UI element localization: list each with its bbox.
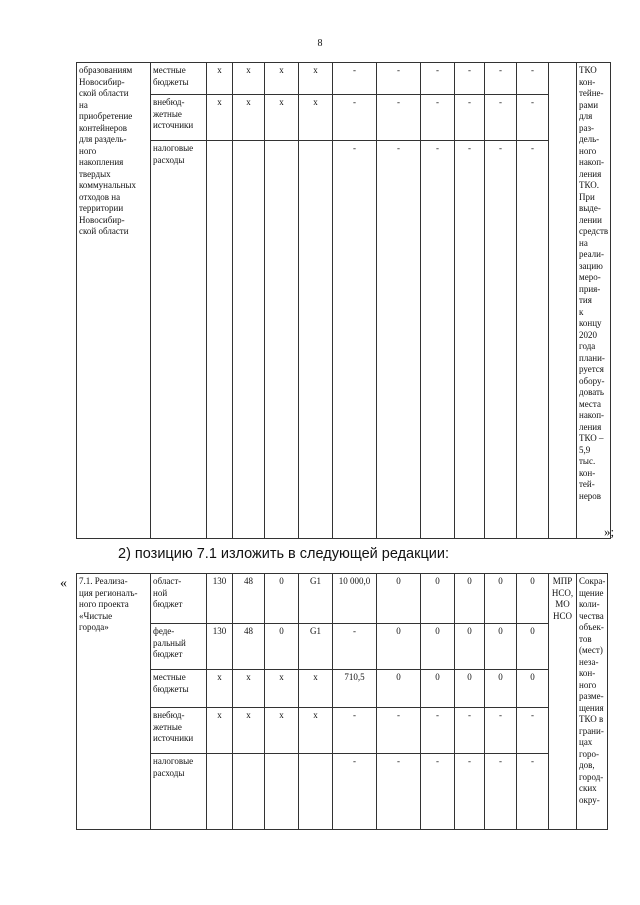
closing-quote: »;: [604, 524, 615, 539]
funding-source: внебюд- жетные источники: [151, 95, 207, 141]
table-cell: -: [377, 63, 421, 95]
table-cell: 48: [233, 574, 265, 624]
table-cell: 0: [455, 624, 485, 670]
funding-source: местные бюджеты: [151, 670, 207, 708]
table-cell: -: [485, 141, 517, 539]
table-cell: 0: [377, 624, 421, 670]
page-number: 8: [317, 38, 323, 49]
table-cell: x: [299, 670, 333, 708]
executor-cell: МПР НСО, МО НСО: [549, 574, 577, 830]
table-cell: [233, 754, 265, 830]
table-cell: -: [455, 63, 485, 95]
table-cell: 130: [207, 574, 233, 624]
table-cell: x: [265, 95, 299, 141]
section-heading: 2) позицию 7.1 изложить в следующей редакции:: [118, 546, 449, 562]
table-cell: 0: [421, 574, 455, 624]
table-cell: -: [333, 63, 377, 95]
table-cell: [265, 754, 299, 830]
table-cell: x: [233, 708, 265, 754]
table-row: [77, 624, 608, 670]
table-row: [77, 63, 611, 95]
table-cell: -: [485, 708, 517, 754]
table-cell: x: [265, 670, 299, 708]
table-cell: -: [333, 708, 377, 754]
funding-source: местные бюджеты: [151, 63, 207, 95]
table-cell: -: [455, 708, 485, 754]
table-row: [77, 708, 608, 754]
table-cell: x: [233, 670, 265, 708]
table-cell: x: [299, 63, 333, 95]
expected-result: Сокра- щение коли- чества объек- тов (мест) неза- кон- ного разме- щения ТКО в грани- цах горо- дов, город- ских окру-: [577, 574, 608, 830]
table-row: [77, 670, 608, 708]
table-cell: 10 000,0: [333, 574, 377, 624]
table-cell: -: [517, 63, 549, 95]
table-cell: 130: [207, 624, 233, 670]
table-cell: 0: [485, 670, 517, 708]
table-cell: 48: [233, 624, 265, 670]
table-cell: x: [207, 670, 233, 708]
table-cell: [233, 141, 265, 539]
table-row: [77, 574, 608, 624]
funding-source: внебюд- жетные источники: [151, 708, 207, 754]
table-cell: 0: [377, 670, 421, 708]
table-cell: 0: [517, 624, 549, 670]
opening-quote: «: [60, 576, 67, 591]
table-cell: -: [517, 95, 549, 141]
funding-source: налоговые расходы: [151, 754, 207, 830]
table-cell: -: [333, 95, 377, 141]
table-cell: -: [517, 708, 549, 754]
item-name: образованиям Новосибир- ской области на приобретение контейнеров для раздель- ного накопления твердых коммунальных отходов на территории Новосибир- ской области: [77, 63, 151, 539]
table-cell: -: [421, 708, 455, 754]
table-cell: x: [207, 708, 233, 754]
table-cell: -: [455, 754, 485, 830]
table-cell: -: [485, 63, 517, 95]
program-table-continuation: [76, 62, 611, 539]
table-cell: x: [233, 95, 265, 141]
table-cell: 0: [265, 574, 299, 624]
table-cell: 0: [455, 670, 485, 708]
executor-cell: [549, 63, 577, 539]
table-cell: [207, 141, 233, 539]
table-cell: 0: [485, 624, 517, 670]
table-cell: 0: [265, 624, 299, 670]
table-cell: -: [421, 141, 455, 539]
table-cell: -: [377, 754, 421, 830]
expected-result: ТКО кон- тейне- рами для раз- дель- ного накоп- ления ТКО. При выде- лении средств на реали- зацию меро- прия- тия к концу 2020 года плани- руется обору- довать места накоп- ления ТКО – 5,9 тыс. кон- тей- неров: [577, 63, 611, 539]
table-cell: x: [299, 708, 333, 754]
table-cell: G1: [299, 574, 333, 624]
table-cell: x: [265, 708, 299, 754]
program-table-position-7-1: [76, 573, 608, 830]
table-cell: -: [333, 754, 377, 830]
table-cell: [207, 754, 233, 830]
table-cell: -: [377, 95, 421, 141]
table-cell: -: [517, 141, 549, 539]
table-cell: G1: [299, 624, 333, 670]
table-cell: 0: [421, 670, 455, 708]
table-cell: 710,5: [333, 670, 377, 708]
table-cell: -: [421, 754, 455, 830]
table-cell: x: [265, 63, 299, 95]
table-cell: x: [299, 95, 333, 141]
table-cell: -: [421, 63, 455, 95]
table-cell: -: [485, 95, 517, 141]
table-cell: [299, 754, 333, 830]
table-cell: 0: [455, 574, 485, 624]
table-cell: 0: [421, 624, 455, 670]
table-row: [77, 95, 611, 141]
table-cell: x: [207, 63, 233, 95]
table-row: [77, 141, 611, 539]
table-cell: -: [517, 754, 549, 830]
table-cell: -: [455, 95, 485, 141]
funding-source: налоговые расходы: [151, 141, 207, 539]
funding-source: феде- ральный бюджет: [151, 624, 207, 670]
table-cell: 0: [485, 574, 517, 624]
table-cell: [299, 141, 333, 539]
table-cell: -: [455, 141, 485, 539]
item-name: 7.1. Реализа- ция регионалъ- ного проекта «Чистые города»: [77, 574, 151, 830]
table-cell: x: [233, 63, 265, 95]
funding-source: област- ной бюджет: [151, 574, 207, 624]
table-cell: -: [421, 95, 455, 141]
table-cell: 0: [517, 670, 549, 708]
table-cell: -: [333, 141, 377, 539]
table-cell: [265, 141, 299, 539]
table-cell: 0: [517, 574, 549, 624]
table-cell: -: [333, 624, 377, 670]
table-row: [77, 754, 608, 830]
table-cell: x: [207, 95, 233, 141]
table-cell: 0: [377, 574, 421, 624]
table-cell: -: [485, 754, 517, 830]
table-cell: -: [377, 141, 421, 539]
table-cell: -: [377, 708, 421, 754]
